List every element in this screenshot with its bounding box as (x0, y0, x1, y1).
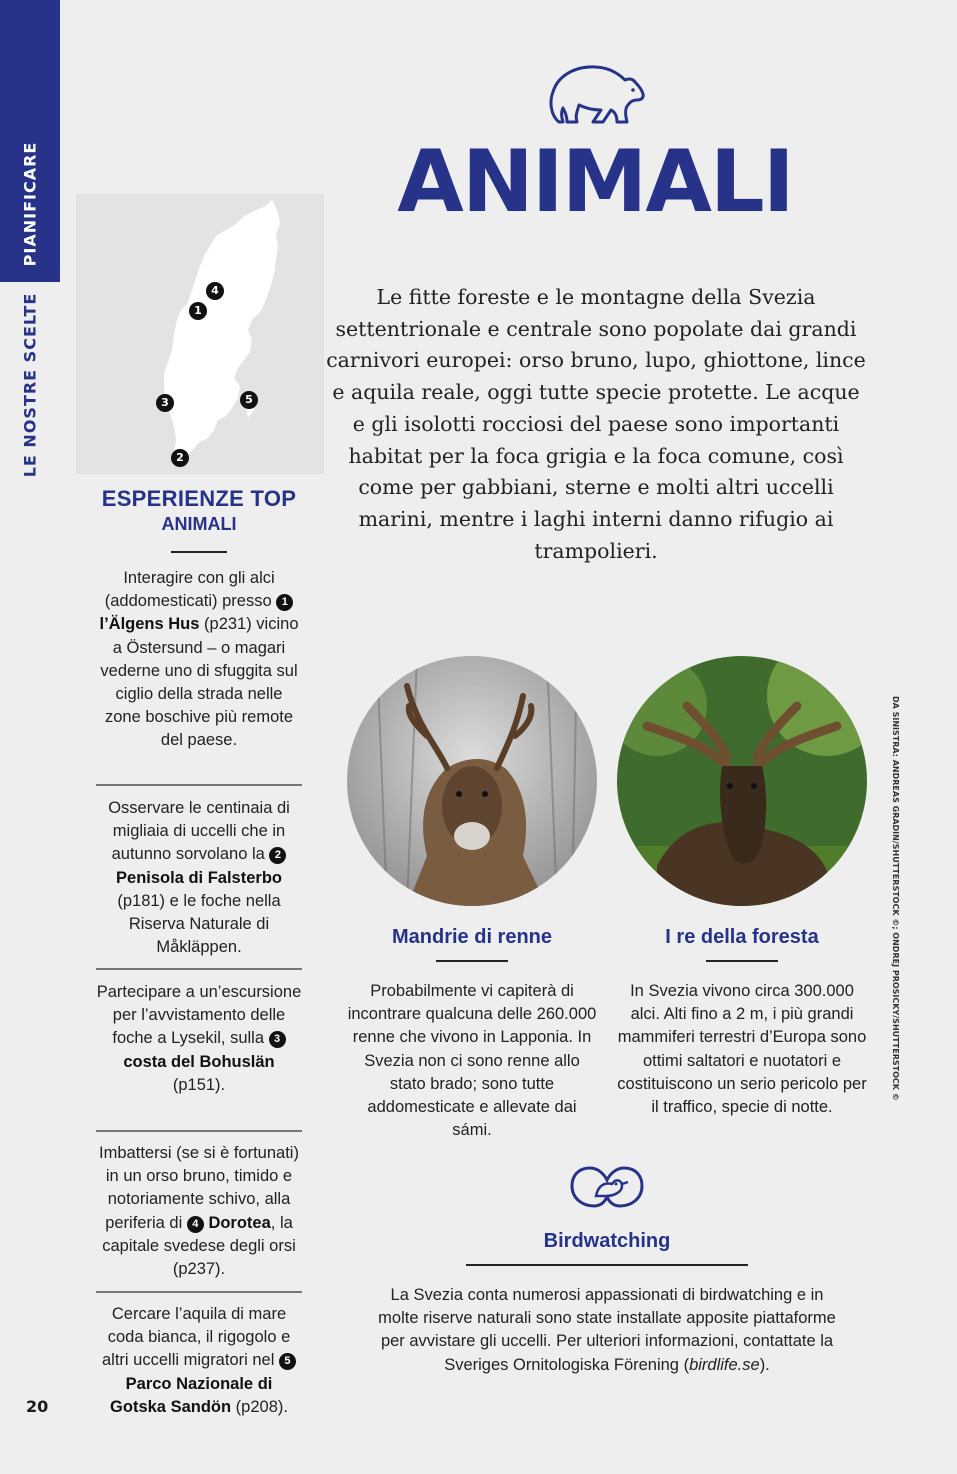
page-title: ANIMALI (397, 132, 793, 232)
experience-text: (p151). (172, 1075, 226, 1094)
number-badge: 4 (187, 1216, 204, 1233)
sweden-map (76, 194, 324, 474)
experience-place[interactable]: Parco Nazionale di Gotska Sandön (110, 1374, 273, 1416)
experience-item-1 (96, 567, 302, 753)
experiences-title: ESPERIENZE TOP (101, 486, 297, 511)
experience-item-5 (96, 1303, 302, 1419)
chapter-tab-label-active: PIANIFICARE (20, 141, 40, 267)
experience-place[interactable]: l’Älgens Hus (99, 615, 200, 634)
experiences-subtitle: ANIMALI (161, 514, 237, 534)
divider (96, 784, 302, 786)
map-marker-3[interactable]: 3 (156, 394, 174, 412)
experience-place[interactable]: Dorotea (208, 1213, 271, 1232)
experience-text: Interagire con gli alci (addomesticati) presso (104, 569, 275, 611)
experience-place[interactable]: costa del Bohuslän (123, 1052, 275, 1071)
experience-text: Imbattersi (se si è fortunati) in un orso bruno, timido e notoriamente schivo, alla periferia di (99, 1144, 299, 1232)
moose-title: I re della foresta (665, 926, 819, 948)
number-badge: 1 (276, 594, 293, 611)
experience-text: (p231) vicino a Östersund – o magari vederne uno di sfuggita sul ciglio della strada nelle zone boschive più remote del paese. (100, 615, 299, 750)
page-number: 20 (26, 1397, 49, 1416)
experience-text: (p208). (235, 1397, 288, 1416)
divider (96, 1130, 302, 1132)
reindeer-title: Mandrie di renne (391, 926, 553, 948)
map-marker-5[interactable]: 5 (240, 391, 258, 409)
birdwatching-title: Birdwatching (543, 1230, 671, 1252)
experience-text: Cercare l’aquila di mare coda bianca, il rigogolo e altri uccelli migratori nel (102, 1305, 291, 1370)
birdlife-link[interactable]: birdlife.se (689, 1355, 760, 1374)
experience-text: Partecipare a un’escursione per l’avvistamento delle foche a Lysekil, sulla (96, 983, 302, 1048)
number-badge: 5 (279, 1353, 296, 1370)
bear-icon (545, 58, 647, 128)
divider (706, 960, 778, 962)
bird-icon (568, 1162, 646, 1212)
photo-credit (880, 696, 900, 1101)
chapter-sidebar (0, 0, 60, 1474)
number-badge: 2 (269, 847, 286, 864)
experience-text: (p181) e le foche nella Riserva Naturale di Måkläppen. (117, 891, 281, 957)
moose-text: In Svezia vivono circa 300.000 alci. Alti fino a 2 m, i più grandi mammiferi terrestri d’Europa sono ottimi saltatori e nuotatori e costituiscono un serio pericolo per il traffico, specie di notte. (617, 982, 867, 1117)
map-marker-1[interactable]: 1 (189, 302, 207, 320)
reindeer-text: Probabilmente vi capiterà di incontrare qualcuna delle 260.000 renne che vivono in Lapponia. In Svezia non ci sono renne allo stato brado; sono tutte addomesticate e allevate dai sámi. (347, 982, 597, 1140)
map-marker-4[interactable]: 4 (206, 282, 224, 300)
birdwatching-text (372, 1284, 842, 1377)
experience-place[interactable]: Penisola di Falsterbo (116, 868, 282, 887)
chapter-tab-label-secondary[interactable]: LE NOSTRE SCELTE (20, 292, 40, 478)
experience-text: , la capitale svedese degli orsi (p237). (102, 1213, 296, 1279)
birdwatching-body-end: ). (759, 1355, 770, 1374)
experience-item-3 (96, 981, 302, 1097)
experience-item-4 (96, 1142, 302, 1281)
divider (436, 960, 508, 962)
moose-photo (617, 656, 867, 906)
number-badge: 3 (269, 1031, 286, 1048)
reindeer-photo (347, 656, 597, 906)
map-marker-2[interactable]: 2 (171, 449, 189, 467)
experience-text: Osservare le centinaia di migliaia di uccelli che in autunno sorvolano la (108, 799, 290, 864)
birdwatching-body: La Svezia conta numerosi appassionati di birdwatching e in molte riserve naturali sono state installate apposite piattaforme per avvistare gli uccelli. Per ulteriori informazioni, contattate la Sveriges Ornitologiska Förening ( (378, 1286, 836, 1374)
experiences-heading (96, 486, 302, 535)
experience-item-2 (96, 797, 302, 959)
divider (466, 1264, 748, 1266)
divider (96, 968, 302, 970)
divider (96, 1291, 302, 1293)
photo-credit-text: DA SINISTRA: ANDREAS GRADIN/SHUTTERSTOCK ©; ONDREJ PROSICKY/SHUTTERSTOCK © (891, 696, 900, 1101)
divider (171, 551, 227, 553)
intro-paragraph: Le fitte foreste e le montagne della Svezia settentrionale e centrale sono popolate dai grandi carnivori europei: orso bruno, lupo, ghiottone, lince e aquila reale, oggi tutte specie protette. Le acque e gli isolotti rocciosi del paese sono importanti habitat per la foca grigia e la foca comune, così come per gabbiani, sterne e molti altri uccelli marini, mentre i laghi interni danno rifugio ai trampolieri. (326, 285, 866, 563)
